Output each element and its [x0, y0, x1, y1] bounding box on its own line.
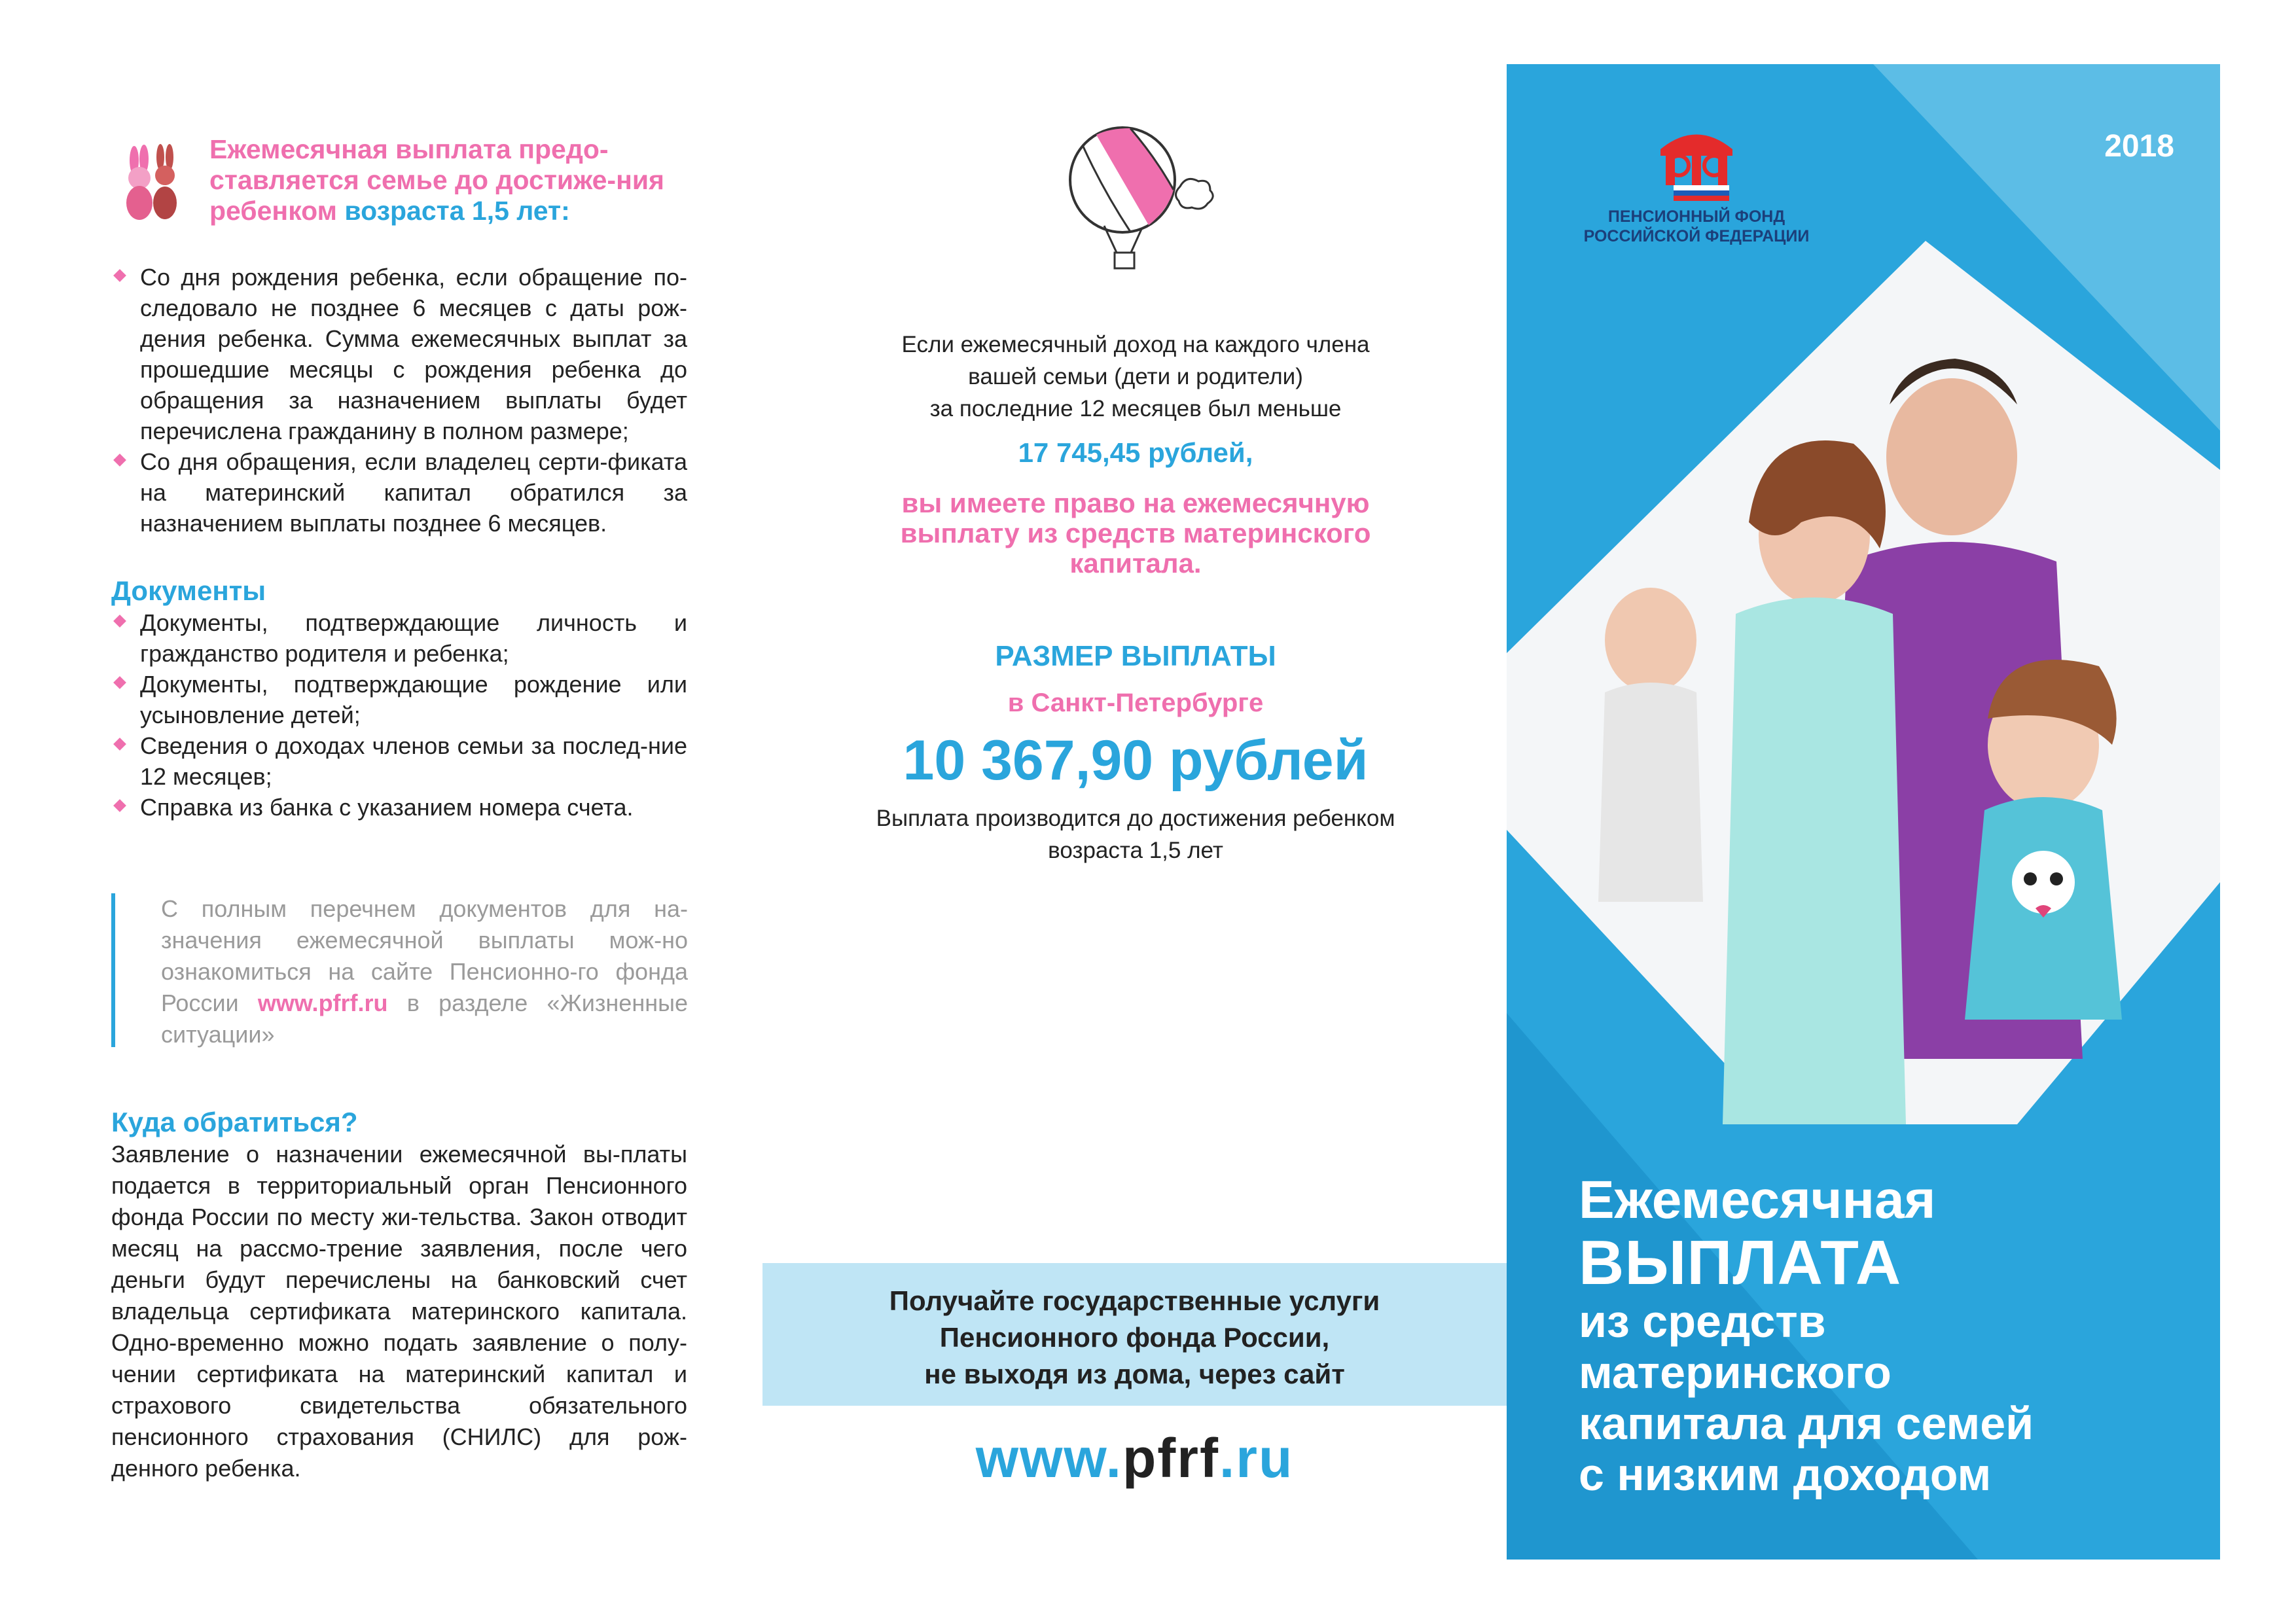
payment-amount: 10 367,90 рублей	[903, 729, 1369, 792]
cover-title-line4: материнского	[1579, 1347, 1892, 1398]
where-text: Заявление о назначении ежемесячной вы-платы подается в территориальный орган Пенсионного фонда России по месту жи-тельства. Закон отводит месяц на рассмо-трение заявления, после чего деньги будут перечислены на банковский счет владельца сертификата материнского капитала. Одно-временно можно подать заявление о полу-чении сертификата на материнский капитал и страхового свидетельства обязательного пенсионного страхования (СНИЛС) для рож-денного ребенка.	[111, 1141, 687, 1482]
note-text: С полным перечнем документов для на-значения ежемесячной выплаты мож-но ознакомиться на сайте Пенсионно-го фонда России	[161, 895, 688, 1016]
list-item: Справка из банка с указанием номера счета.	[111, 792, 687, 823]
text-line: вы имеете право на ежемесячную	[901, 488, 1370, 518]
text-line: за последние 12 месяцев был меньше	[929, 396, 1342, 421]
list-item: Сведения о доходах членов семьи за послед-ние 12 месяцев;	[111, 730, 687, 792]
list-item: Документы, подтверждающие личность и гражданство родителя и ребенка;	[111, 607, 687, 669]
logo-line: ПЕНСИОННЫЙ ФОНД	[1607, 207, 1785, 226]
site-domain: pfrf	[1122, 1427, 1219, 1489]
website-link[interactable]	[762, 1427, 1507, 1490]
hot-air-balloon-icon	[1057, 124, 1214, 275]
logo-line: РОССИЙСКОЙ ФЕДЕРАЦИИ	[1583, 227, 1810, 245]
logo-text	[1572, 207, 1821, 246]
income-condition	[759, 329, 1512, 425]
start-conditions-list	[111, 262, 687, 539]
where-to-apply-section	[111, 1106, 687, 1484]
cover-title	[1579, 1170, 2194, 1500]
band-line: Получайте государственные услуги	[889, 1285, 1380, 1316]
income-threshold: 17 745,45 рублей,	[1018, 437, 1253, 468]
city-label: в Санкт-Петербурге	[1007, 688, 1264, 717]
intro-blue-text: возраста 1,5 лет:	[344, 196, 570, 226]
list-item: Со дня рождения ребенка, если обращение по-следовало не позднее 6 месяцев с даты рож-дения ребенка. Сумма ежемесячных выплат за прошедшие месяцы с рождения ребенка до обращения за назначением выплаты будет перечислена гражданину в полном размере;	[111, 262, 687, 446]
payment-size-title: РАЗМЕР ВЫПЛАТЫ	[995, 640, 1276, 672]
cover-title-line5: капитала для семей	[1579, 1398, 2034, 1449]
list-item: Со дня обращения, если владелец серти-фиката на материнский капитал обратился за назначением выплаты позднее 6 месяцев.	[111, 446, 687, 539]
text-line: Если ежемесячный доход на каждого члена	[901, 332, 1370, 357]
documents-note	[111, 893, 691, 1047]
pfr-logo	[1572, 130, 1821, 346]
documents-section	[111, 575, 687, 823]
band-line: Пенсионного фонда России,	[939, 1322, 1330, 1353]
site-suffix: .ru	[1219, 1427, 1294, 1489]
note-text-end: в разделе «Жизненные ситуации»	[161, 990, 688, 1048]
cover-title-line6: с низким доходом	[1579, 1449, 1992, 1500]
year-label: 2018	[2104, 129, 2174, 164]
documents-heading: Документы	[111, 575, 266, 606]
where-heading: Куда обратиться?	[111, 1107, 358, 1137]
text-line: выплату из средств материнского	[900, 518, 1371, 548]
text-line: капитала.	[1069, 548, 1202, 579]
text-line: вашей семьи (дети и родители)	[968, 364, 1303, 389]
bunny-toys-icon	[115, 137, 187, 229]
list-item: Документы, подтверждающие рождение или усыновление детей;	[111, 669, 687, 730]
intro-pink-text: Ежемесячная выплата предо-ставляется семье до достиже-ния ребенком	[209, 134, 664, 226]
intro-block	[111, 134, 687, 239]
intro-text	[209, 134, 687, 226]
site-prefix: www.	[975, 1427, 1122, 1489]
cover-title-line2: ВЫПЛАТА	[1579, 1228, 1902, 1298]
band-line: не выходя из дома, через сайт	[924, 1359, 1345, 1389]
cover-title-line1: Ежемесячная	[1579, 1170, 1936, 1230]
entitlement-text	[759, 488, 1512, 579]
cover-panel	[1507, 64, 2220, 1560]
text-line: Выплата производится до достижения ребенком	[876, 806, 1395, 831]
text-line: возраста 1,5 лет	[1048, 838, 1223, 863]
cover-title-line3: из средств	[1579, 1296, 1826, 1347]
pfrf-link[interactable]: www.pfrf.ru	[257, 990, 388, 1016]
payment-duration	[759, 802, 1512, 866]
online-services-band	[762, 1263, 1507, 1406]
pfr-emblem-icon	[1647, 130, 1746, 202]
